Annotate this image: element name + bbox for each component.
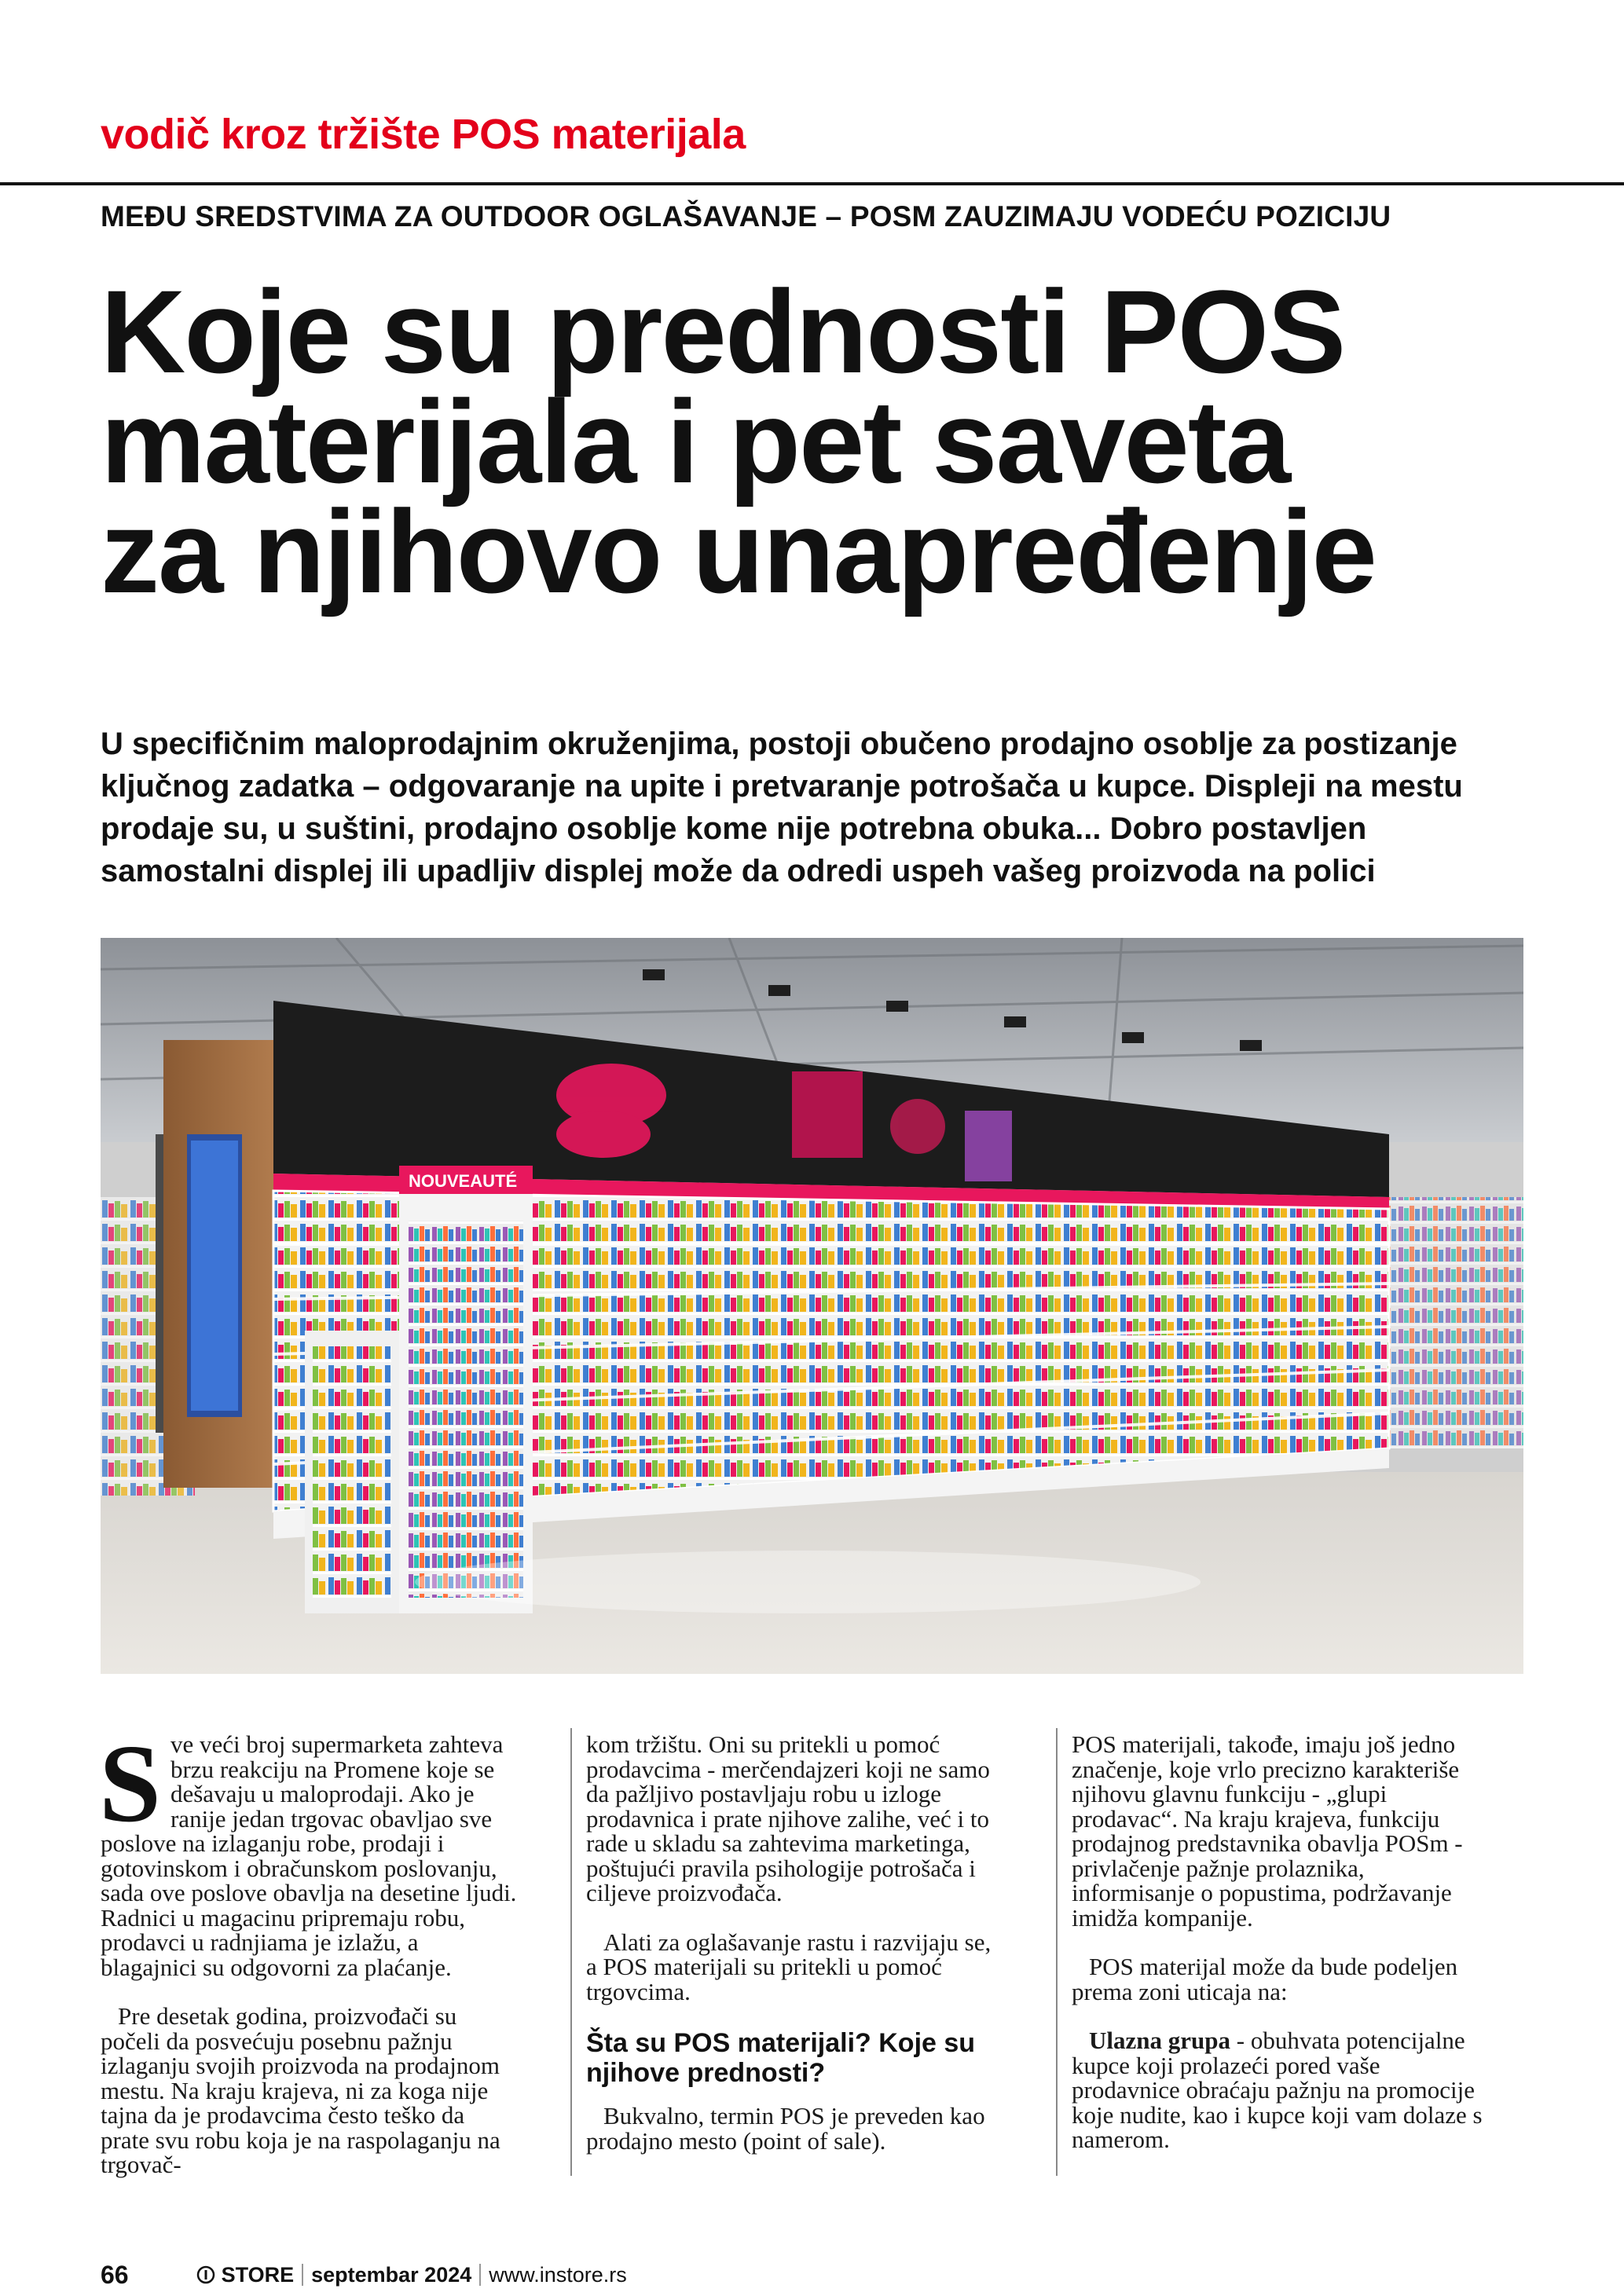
- issue-date: septembar 2024: [311, 2262, 472, 2287]
- magazine-name: STORE: [221, 2262, 295, 2287]
- body-column-2: [586, 1732, 1003, 2153]
- section-divider: [0, 182, 1624, 185]
- headline-line-2: materijala i pet saveta: [101, 375, 1290, 507]
- headline: [101, 265, 1578, 617]
- headline-line-1: Koje su prednosti POS: [101, 265, 1345, 397]
- photo-sign-text: NOUVEAUTÉ: [409, 1171, 518, 1191]
- body-paragraph: Alati za oglašavanje rastu i razvijaju se, a POS materijali su pritekli u pomoć trgovcima.: [586, 1928, 992, 2005]
- body-paragraph: POS materijali, takođe, imaju još jedno značenje, koje vrlo precizno karakteriše njihovu glavnu funkciju - „glupi prodavac“. Na kraju krajeva, funkciju prodajnog predstavnika obavlja POSm - privlačenje pažnje prolaznika, informisanje o popustima, podržavanje imidža kompanije.: [1072, 1730, 1463, 1932]
- subheading: Šta su POS materijali? Koje su njihove prednosti?: [586, 2028, 976, 2088]
- body-text: - obuhvata potencijalne kupce koji prolazeći pored vaše prodavnice obraćaju pažnju na promocije koje nudite, kao i kupce koji vam dolaze s namerom.: [1072, 2027, 1483, 2153]
- body-column-3: [1072, 1732, 1488, 2152]
- instore-logo-icon: [196, 2265, 215, 2284]
- column-divider-1: [570, 1728, 572, 2176]
- body-paragraph: POS materijal može da bude podeljen prema zoni uticaja na:: [1072, 1953, 1458, 2005]
- bold-term: Ulazna grupa: [1089, 2027, 1230, 2054]
- footer-separator: [302, 2264, 303, 2286]
- body-text: ve veći broj supermarketa zahteva brzu reakciju na Promene koje se dešavaju u maloprodaji. Ako je ranije jedan trgovac obavljao sve poslove na izlaganju robe, prodaji i gotovinskom i obračunskom poslovanju, sada ove poslove obavlja na desetine ljudi. Radnici u magacinu pripremaju robu, prodavci u radnjiama je izlažu, a blagajnici su odgovorni za plaćanje.: [101, 1730, 517, 1981]
- store-aisle-photo: [101, 938, 1523, 1674]
- body-paragraph: [99, 1721, 517, 1981]
- footer-separator: [479, 2264, 481, 2286]
- lead-paragraph: U specifičnim maloprodajnim okruženjima, postoji obučeno prodajno osoblje za postizanje ključnog zadatka – odgovaranje na upite i pretvaranje potrošača u kupce. Displeji na mestu prodaje su, u suštini, prodajno osoblje kome nije potrebna obuka... Dobro postavljen samostalni displej ili upadljiv displej može da odredi uspeh vašeg proizvoda na polici: [101, 727, 1463, 888]
- body-paragraph: Bukvalno, termin POS je preveden kao prodajno mesto (point of sale).: [586, 2102, 985, 2155]
- kicker: MEĐU SREDSTVIMA ZA OUTDOOR OGLAŠAVANJE – POSM ZAUZIMAJU VODEĆU POZICIJU: [101, 200, 1391, 233]
- body-paragraph: [1072, 2028, 1488, 2152]
- body-paragraph: kom tržištu. Oni su pritekli u pomoć prodavcima - merčendajzeri koji ne samo da pažljivo postavljaju robu u izloge prodavnica i prate njihove zalihe, već i to rade u skladu sa zahtevima marketinga, poštujući pravila psihologije potrošača i ciljeve proizvođača.: [586, 1730, 990, 1906]
- dropcap: S: [99, 1721, 161, 1845]
- website-link[interactable]: www.instore.rs: [489, 2262, 627, 2287]
- body-column-1: [99, 1721, 517, 2178]
- page-number: 66: [101, 2260, 129, 2289]
- column-divider-2: [1056, 1728, 1058, 2176]
- magazine-logo: [196, 2263, 295, 2287]
- section-label: vodič kroz tržište POS materijala: [101, 111, 746, 158]
- headline-line-3: za njihovo unapređenje: [101, 485, 1376, 617]
- body-paragraph: Pre desetak godina, proizvođači su počeli da posvećuju posebnu pažnju izlaganju svojih proizvoda na prodajnom mestu. Na kraju krajeva, ni za koga nije tajna da je prodavcima često teško da prate svu robu koja je na raspolaganju na trgovač-: [101, 2002, 500, 2178]
- page-footer: [101, 2261, 627, 2289]
